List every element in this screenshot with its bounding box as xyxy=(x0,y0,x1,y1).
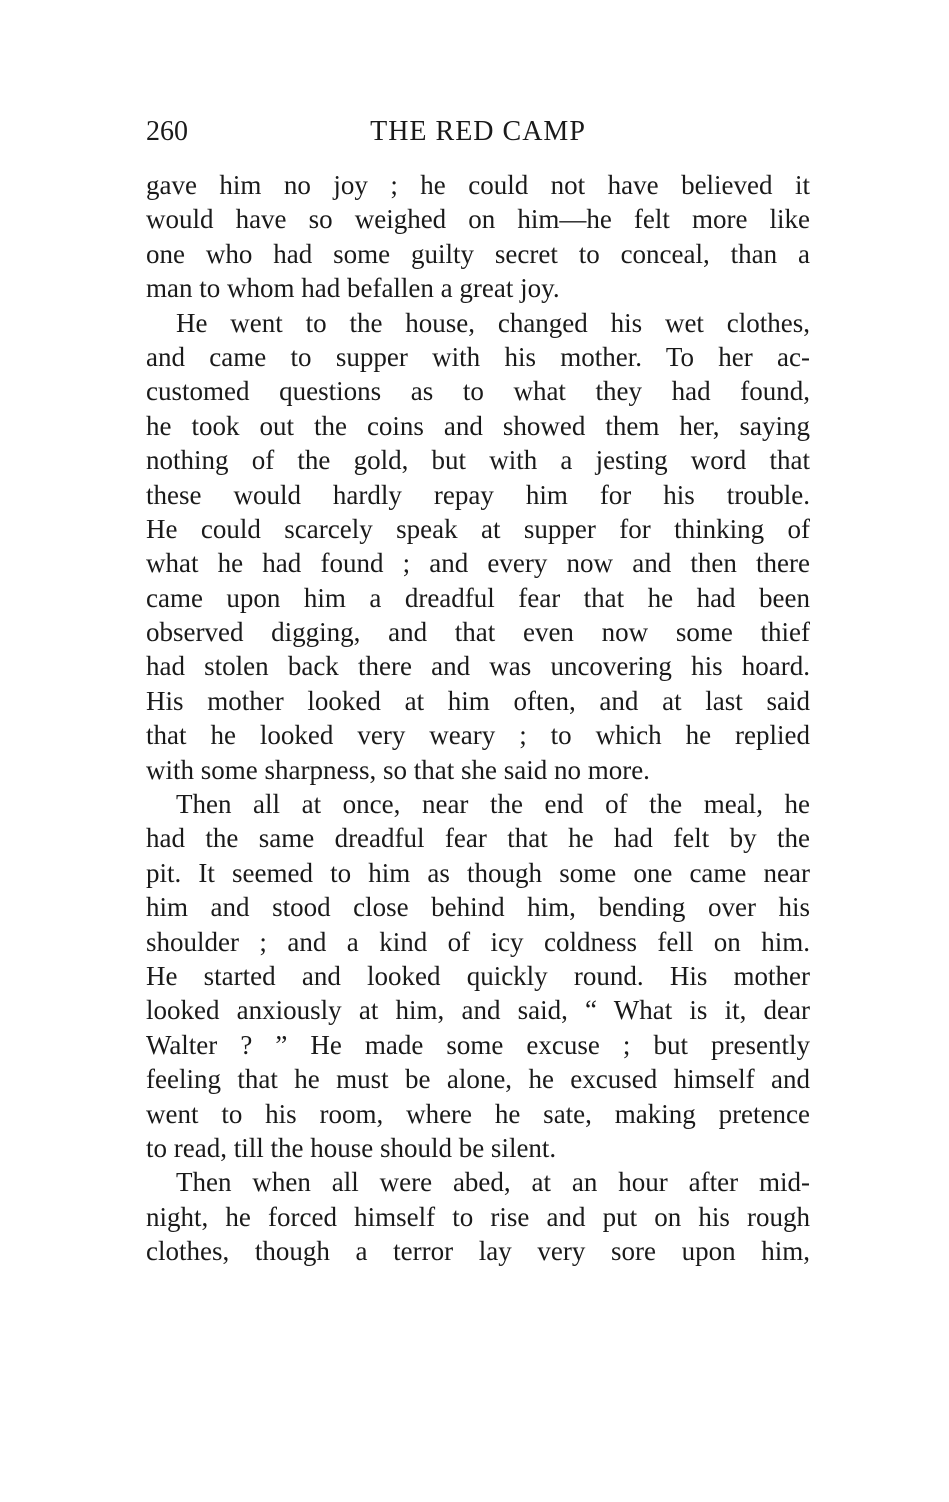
text-line: these would hardly repay him for his trouble. xyxy=(146,479,810,510)
text-line: customed questions as to what they had found, xyxy=(146,376,810,407)
text-line: had stolen back there and was uncovering his hoard. xyxy=(146,651,810,682)
text-line: He could scarcely speak at supper for thinking of xyxy=(146,513,810,544)
text-line: His mother looked at him often, and at last said xyxy=(146,685,810,716)
body-text xyxy=(146,168,810,1269)
text-line: shoulder ; and a kind of icy coldness fell on him. xyxy=(146,926,810,957)
text-line: looked anxiously at him, and said, “ What is it, dear xyxy=(146,995,810,1026)
text-line: gave him no joy ; he could not have believed it xyxy=(146,170,810,200)
text-line: that he looked very weary ; to which he replied xyxy=(146,720,810,751)
text-line: had the same dreadful fear that he had felt by the xyxy=(146,823,810,854)
text-line: and came to supper with his mother. To her ac- xyxy=(146,341,810,372)
text-line: to read, till the house should be silent. xyxy=(146,1132,557,1163)
page-number: 260 xyxy=(146,116,188,147)
text-line: came upon him a dreadful fear that he had been xyxy=(146,582,810,613)
text-line: observed digging, and that even now some thief xyxy=(146,617,810,648)
text-line: Walter ? ” He made some excuse ; but presently xyxy=(146,1029,810,1060)
text-line: with some sharpness, so that she said no more. xyxy=(146,754,650,785)
text-line: him and stood close behind him, bending over his xyxy=(146,892,810,923)
text-line: one who had some guilty secret to conceal, than a xyxy=(146,238,810,269)
text-line: he took out the coins and showed them her, saying xyxy=(146,410,810,441)
text-line: would have so weighed on him—he felt more like xyxy=(146,204,810,235)
text-line: night, he forced himself to rise and put on his rough xyxy=(146,1201,810,1232)
paragraph-start-line: Then when all were abed, at an hour after mid- xyxy=(176,1167,810,1198)
text-line: He started and looked quickly round. His mother xyxy=(146,960,810,991)
running-head xyxy=(146,112,810,152)
text-line: man to whom had befallen a great joy. xyxy=(146,273,560,304)
text-line: feeling that he must be alone, he excused himself and xyxy=(146,1064,810,1095)
paragraph-start-line: He went to the house, changed his wet clothes, xyxy=(176,307,810,338)
text-line: pit. It seemed to him as though some one came near xyxy=(146,857,810,888)
text-line: went to his room, where he sate, making pretence xyxy=(146,1098,810,1129)
text-line: nothing of the gold, but with a jesting word that xyxy=(146,445,810,476)
text-line: clothes, though a terror lay very sore upon him, xyxy=(146,1236,810,1267)
paragraph-start-line: Then all at once, near the end of the meal, he xyxy=(176,789,810,820)
running-title: THE RED CAMP xyxy=(370,116,586,147)
text-line: what he had found ; and every now and then there xyxy=(146,548,810,579)
